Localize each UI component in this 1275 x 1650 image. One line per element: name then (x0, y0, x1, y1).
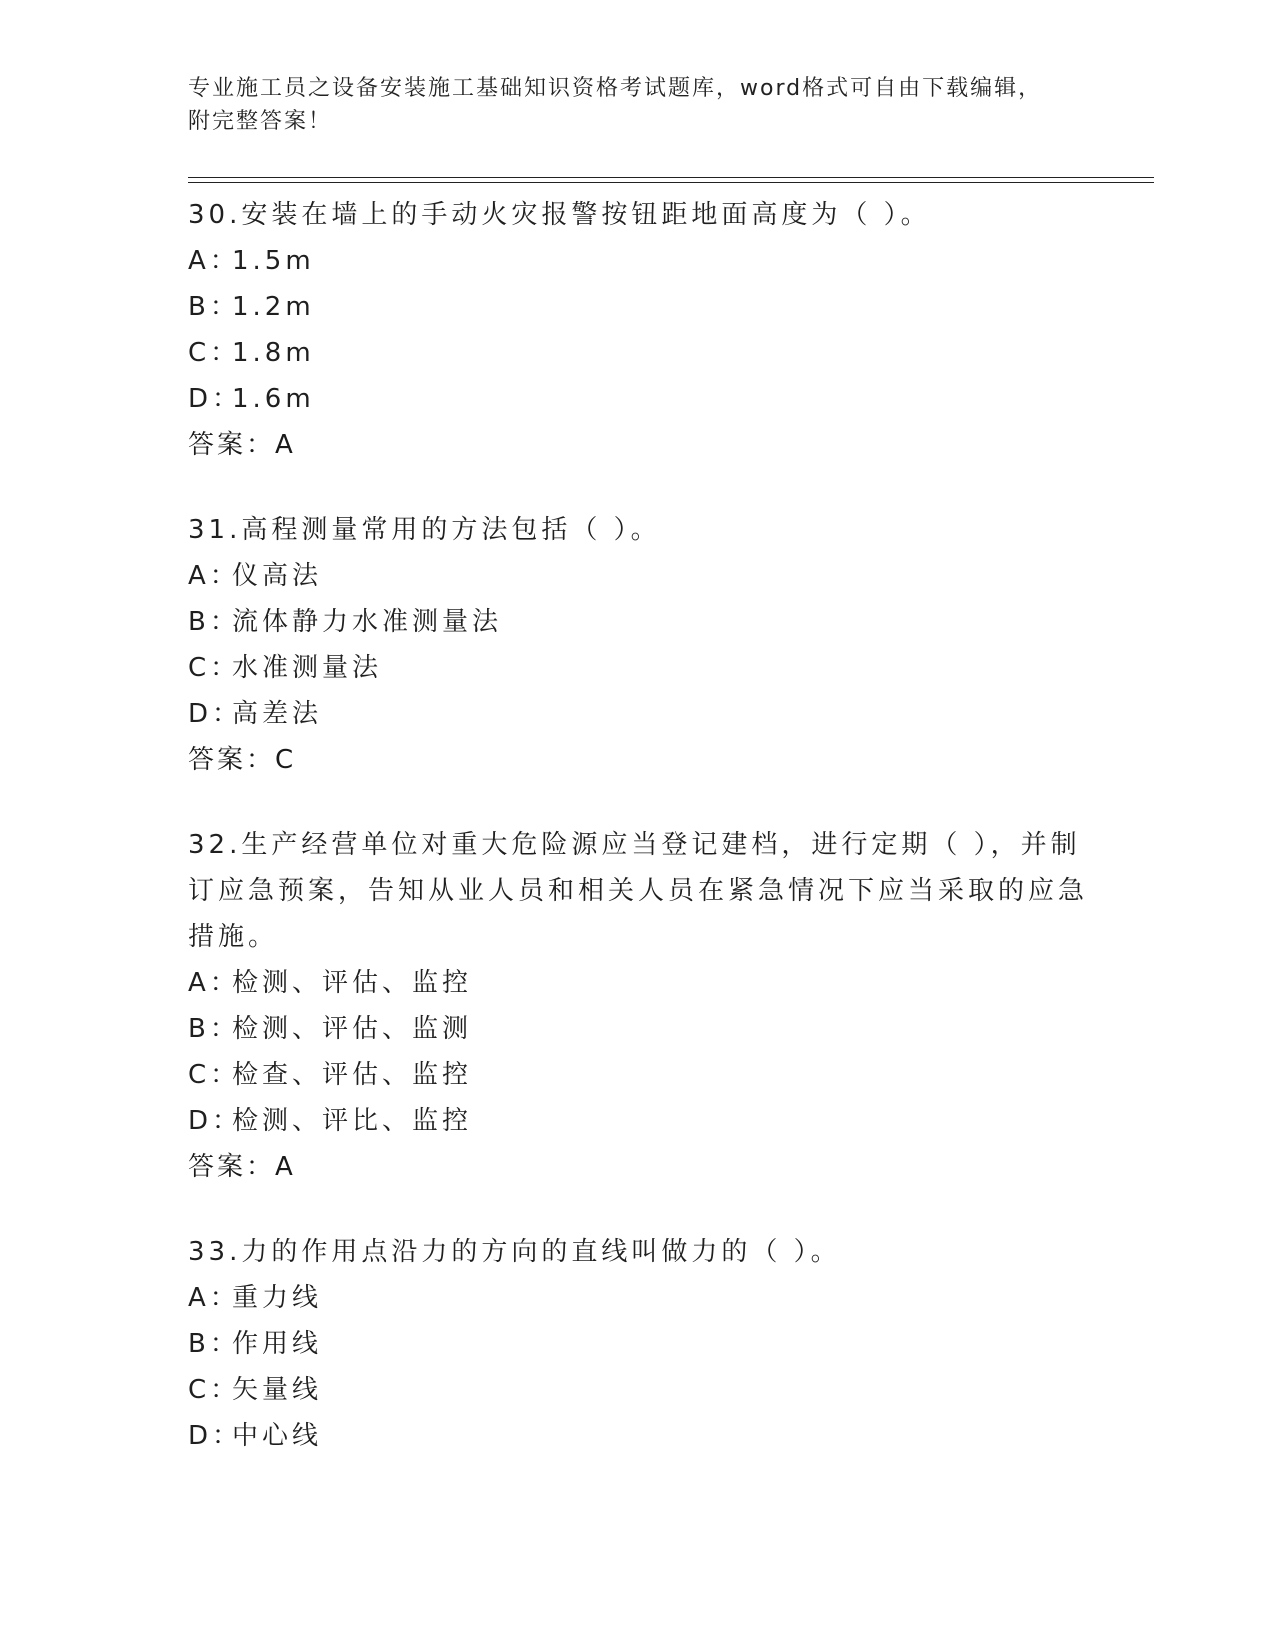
question-stem: 31.高程测量常用的方法包括（ ）。 (188, 515, 661, 545)
header-line-2: 附完整答案！ (188, 109, 333, 134)
option-a (188, 1275, 1088, 1321)
option-b (188, 1006, 1088, 1052)
option-b (188, 599, 1088, 645)
option-d (188, 1098, 1088, 1144)
answer-line: 答案：A (188, 1152, 296, 1182)
option-a (188, 238, 1088, 284)
option-d (188, 376, 1088, 422)
option-text: 水准测量法 (232, 653, 383, 683)
question-33 (188, 1229, 1088, 1459)
question-stem: 30.安装在墙上的手动火灾报警按钮距地面高度为（ ）。 (188, 200, 931, 230)
question-31 (188, 507, 1088, 783)
option-key: C： (188, 653, 241, 683)
question-list (188, 192, 1088, 1498)
option-key: A： (188, 561, 240, 591)
option-text: 检测、评比、监控 (232, 1106, 473, 1136)
option-b (188, 1321, 1088, 1367)
option-text: 检测、评估、监控 (232, 968, 473, 998)
option-text: 1.8m (232, 338, 315, 368)
option-key: D： (188, 699, 243, 729)
option-key: D： (188, 1421, 243, 1451)
question-30 (188, 192, 1088, 468)
option-c (188, 645, 1088, 691)
option-text: 高差法 (232, 699, 323, 729)
question-32 (188, 822, 1088, 1190)
answer-line: 答案：C (188, 745, 297, 775)
option-text: 检测、评估、监测 (232, 1014, 473, 1044)
option-key: C： (188, 1060, 241, 1090)
option-text: 仪高法 (232, 561, 323, 591)
option-key: B： (188, 1329, 240, 1359)
answer-line: 答案：A (188, 430, 296, 460)
option-a (188, 960, 1088, 1006)
option-key: B： (188, 1014, 240, 1044)
option-key: A： (188, 1283, 240, 1313)
question-stem: 32.生产经营单位对重大危险源应当登记建档，进行定期（ ），并制订应急预案，告知从业人员和相关人员在紧急情况下应当采取的应急措施。 (188, 830, 1089, 952)
option-a (188, 553, 1088, 599)
option-text: 1.2m (232, 292, 315, 322)
option-key: C： (188, 1375, 241, 1405)
option-text: 流体静力水准测量法 (232, 607, 503, 637)
option-d (188, 691, 1088, 737)
option-d (188, 1413, 1088, 1459)
option-key: C： (188, 338, 241, 368)
option-text: 1.5m (232, 246, 315, 276)
option-text: 重力线 (232, 1283, 323, 1313)
option-b (188, 284, 1088, 330)
option-key: B： (188, 292, 240, 322)
option-key: D： (188, 384, 243, 414)
option-key: A： (188, 968, 240, 998)
option-c (188, 1367, 1088, 1413)
option-text: 检查、评估、监控 (232, 1060, 473, 1090)
option-key: D： (188, 1106, 243, 1136)
option-text: 矢量线 (232, 1375, 323, 1405)
header-divider-bottom (188, 182, 1154, 183)
option-c (188, 330, 1088, 376)
option-text: 作用线 (232, 1329, 323, 1359)
question-stem: 33.力的作用点沿力的方向的直线叫做力的（ ）。 (188, 1237, 841, 1267)
option-c (188, 1052, 1088, 1098)
document-header (188, 72, 1088, 138)
header-line-1: 专业施工员之设备安装施工基础知识资格考试题库，word格式可自由下载编辑， (188, 76, 1043, 101)
option-text: 中心线 (232, 1421, 323, 1451)
header-divider-top (188, 177, 1154, 178)
option-text: 1.6m (232, 384, 315, 414)
option-key: B： (188, 607, 240, 637)
option-key: A： (188, 246, 240, 276)
